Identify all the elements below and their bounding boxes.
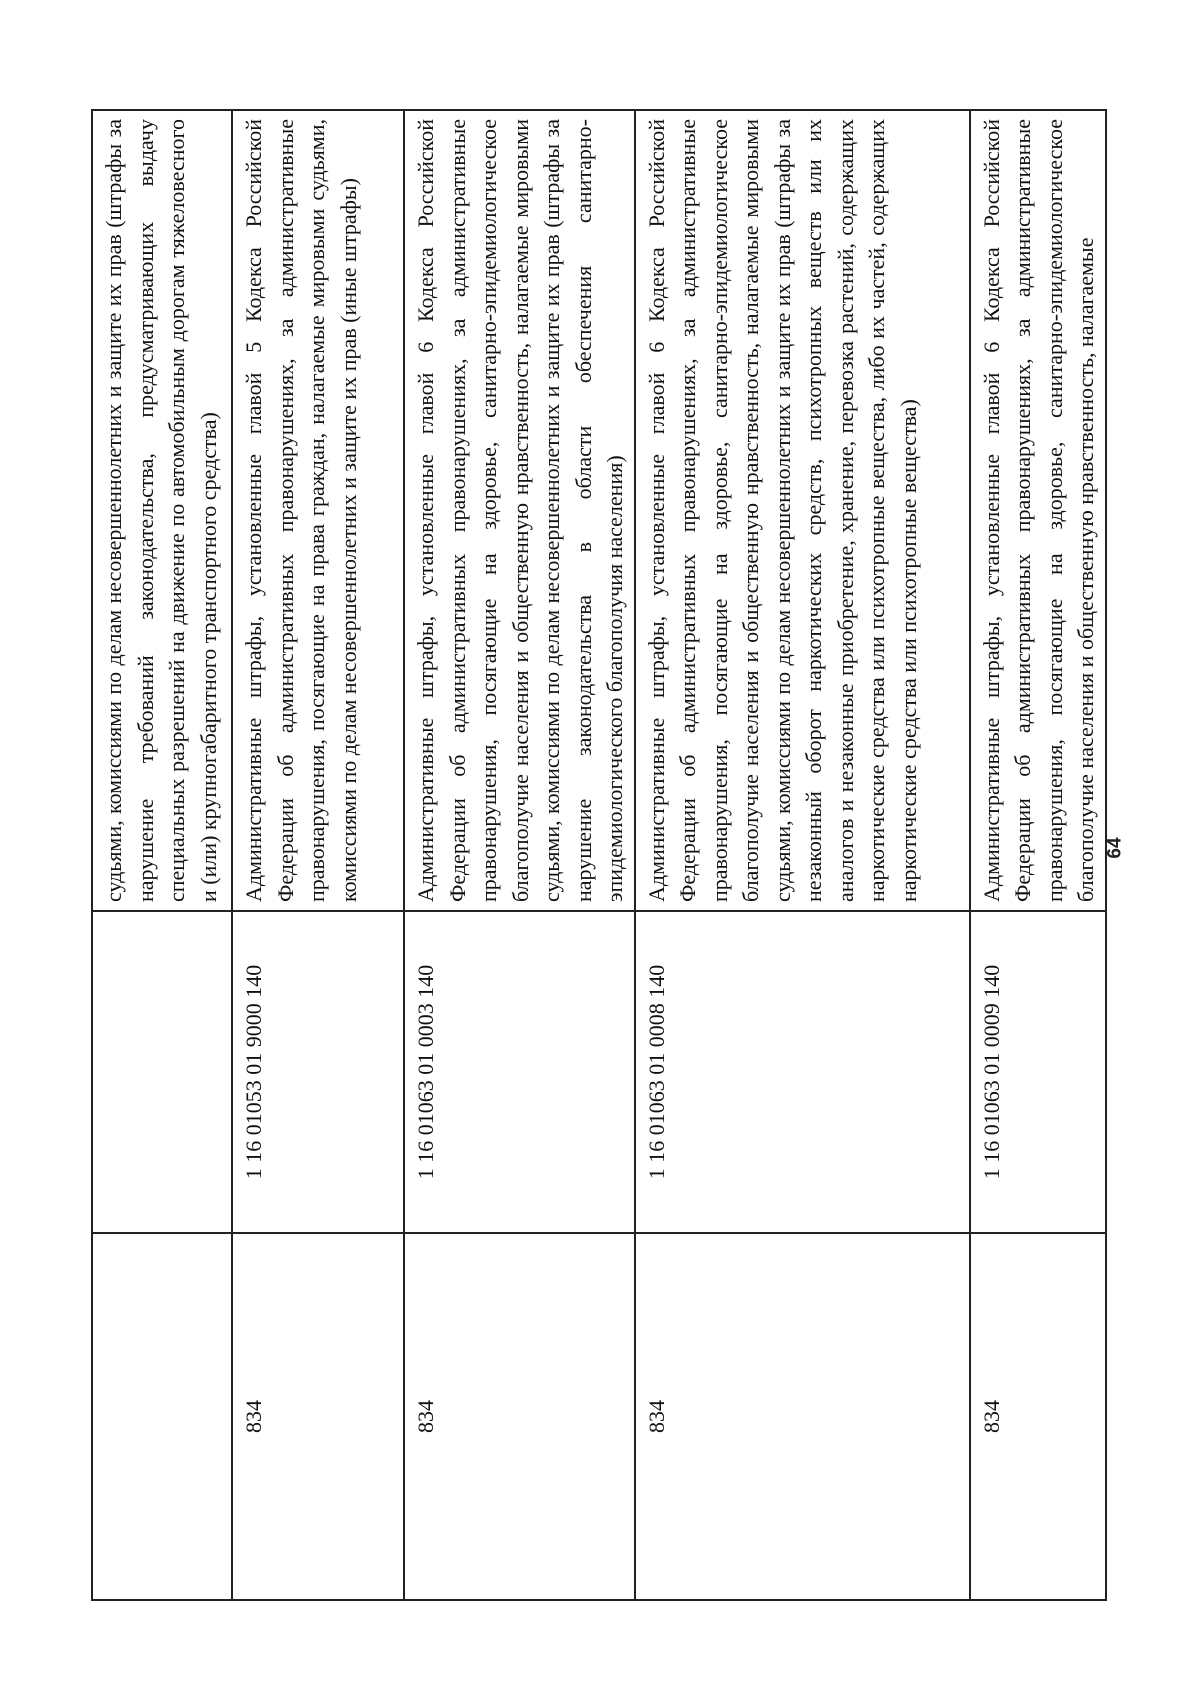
kbk-code-cell: 1 16 01053 01 9000 140 (232, 911, 404, 1233)
description-cell: Административные штрафы, установленные главой 6 Кодекса Российской Федерации об административных правонарушениях, за административные правонарушения, посягающие на здоровье, санитарно-эпидемиологическое благополучие населения и общественную нравственность, налагаемые мировыми судьями, комиссиями по делам несовершеннолетних и защите их прав (штрафы за нарушение законодательства в области обеспечения санитарно-эпидемиологического благополучия населения) (404, 110, 635, 911)
admin-code-cell: 834 (404, 1233, 635, 1600)
admin-code-cell: 834 (232, 1233, 404, 1600)
table-row (92, 110, 232, 1600)
admin-code-cell: 834 (970, 1233, 1106, 1600)
kbk-code-cell: 1 16 01063 01 0003 140 (404, 911, 635, 1233)
kbk-code-cell (92, 911, 232, 1233)
table-row (404, 110, 635, 1600)
table-row (635, 110, 970, 1600)
description-cell: Административные штрафы, установленные главой 5 Кодекса Российской Федерации об административных правонарушениях, за административные правонарушения, посягающие на права граждан, налагаемые мировыми судьями, комиссиями по делам несовершеннолетних и защите их прав (иные штрафы) (232, 110, 404, 911)
rotated-page-content (91, 111, 1098, 1601)
kbk-code-cell: 1 16 01063 01 0009 140 (970, 911, 1106, 1233)
table-row (970, 110, 1106, 1600)
page-number: 64 (1104, 837, 1126, 859)
admin-code-cell (92, 1233, 232, 1600)
description-cell: судьями, комиссиями по делам несовершеннолетних и защите их прав (штрафы за нарушение требований законодательства, предусматривающих выдачу специальных разрешений на движение по автомобильным дорогам тяжеловесного и (или) крупногабаритного транспортного средства) (92, 110, 232, 911)
description-cell: Административные штрафы, установленные главой 6 Кодекса Российской Федерации об административных правонарушениях, за административные правонарушения, посягающие на здоровье, санитарно-эпидемиологическое благополучие населения и общественную нравственность, налагаемые мировыми судьями, комиссиями по делам несовершеннолетних и защите их прав (штрафы за незаконный оборот наркотических средств, психотропных веществ или их аналогов и незаконные приобретение, хранение, перевозка растений, содержащих наркотические средства или психотропные вещества, либо их частей, содержащих наркотические средства или психотропные вещества) (635, 110, 970, 911)
admin-code-cell: 834 (635, 1233, 970, 1600)
description-cell: Административные штрафы, установленные главой 6 Кодекса Российской Федерации об административных правонарушениях, за административные правонарушения, посягающие на здоровье, санитарно-эпидемиологическое благополучие населения и общественную нравственность, налагаемые (970, 110, 1106, 911)
kbk-code-cell: 1 16 01063 01 0008 140 (635, 911, 970, 1233)
kbk-table (91, 109, 1107, 1601)
table-row (232, 110, 404, 1600)
